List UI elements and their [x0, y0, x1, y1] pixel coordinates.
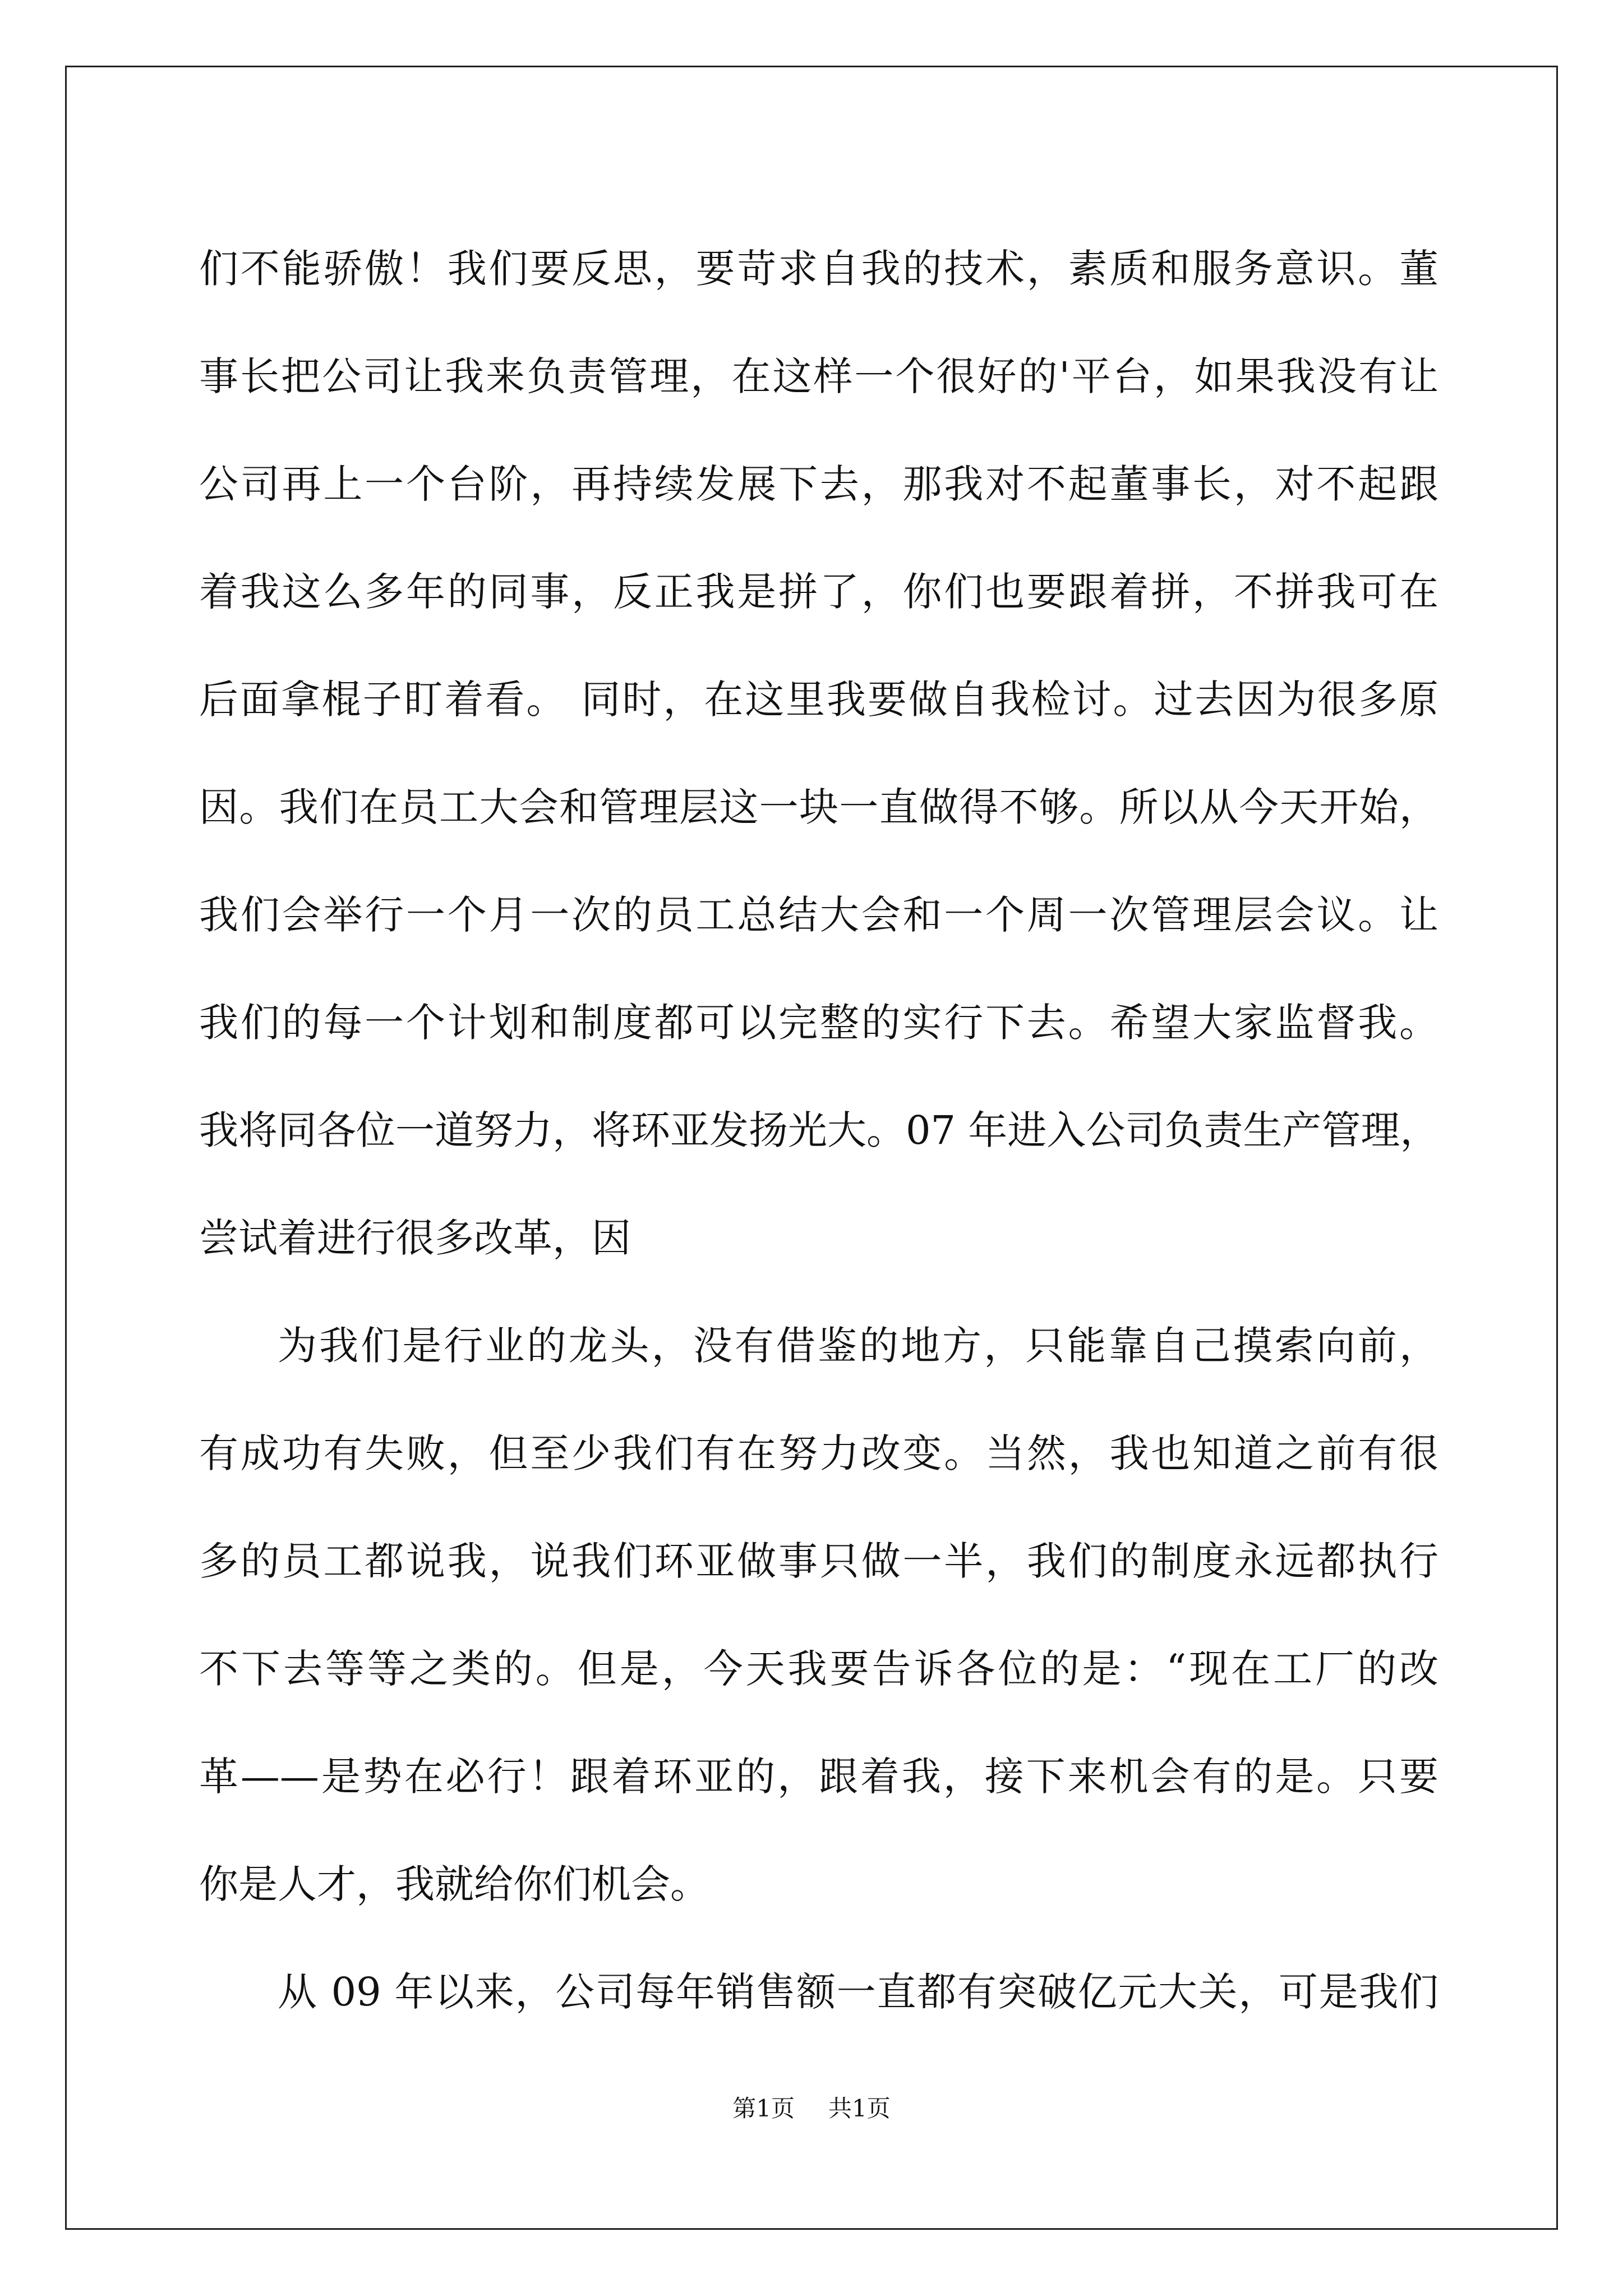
page-total: 共1页	[828, 2095, 891, 2122]
text-line: 革——是势在必行！跟着环亚的，跟着我，接下来机会有的是。只要	[199, 1754, 1438, 1800]
page-number: 第1页	[732, 2095, 795, 2122]
text-line: 有成功有失败，但至少我们有在努力改变。当然，我也知道之前有很	[199, 1430, 1438, 1476]
text-line: 因。我们在员工大会和管理层这一块一直做得不够。所以从今天开始，	[199, 784, 1438, 830]
text-line: 为我们是行业的龙头，没有借鉴的地方，只能靠自己摸索向前，	[278, 1323, 1438, 1369]
text-line: 尝试着进行很多改革，因	[199, 1215, 631, 1261]
text-line: 事长把公司让我来负责管理，在这样一个很好的'平台，如果我没有让	[199, 353, 1438, 399]
text-line: 着我这么多年的同事，反正我是拼了，你们也要跟着拼，不拼我可在	[199, 569, 1438, 615]
text-line: 们不能骄傲！我们要反思，要苛求自我的技术，素质和服务意识。董	[199, 246, 1438, 292]
text-line: 我将同各位一道努力，将环亚发扬光大。07 年进入公司负责生产管理，	[199, 1107, 1440, 1153]
document-body	[199, 215, 1438, 2046]
text-line: 公司再上一个台阶，再持续发展下去，那我对不起董事长，对不起跟	[199, 461, 1438, 507]
page-footer	[0, 2090, 1623, 2124]
text-line: 不下去等等之类的。但是，今天我要告诉各位的是：“现在工厂的改	[199, 1646, 1438, 1692]
text-line: 我们会举行一个月一次的员工总结大会和一个周一次管理层会议。让	[199, 892, 1438, 938]
text-line: 从 09 年以来，公司每年销售额一直都有突破亿元大关，可是我们	[278, 1969, 1438, 2015]
text-line: 我们的每一个计划和制度都可以完整的实行下去。希望大家监督我。	[199, 1000, 1438, 1046]
text-line: 后面拿棍子盯着看。 同时，在这里我要做自我检讨。过去因为很多原	[199, 677, 1438, 723]
text-line: 你是人才，我就给你们机会。	[199, 1861, 709, 1907]
text-line: 多的员工都说我，说我们环亚做事只做一半，我们的制度永远都执行	[199, 1538, 1438, 1584]
